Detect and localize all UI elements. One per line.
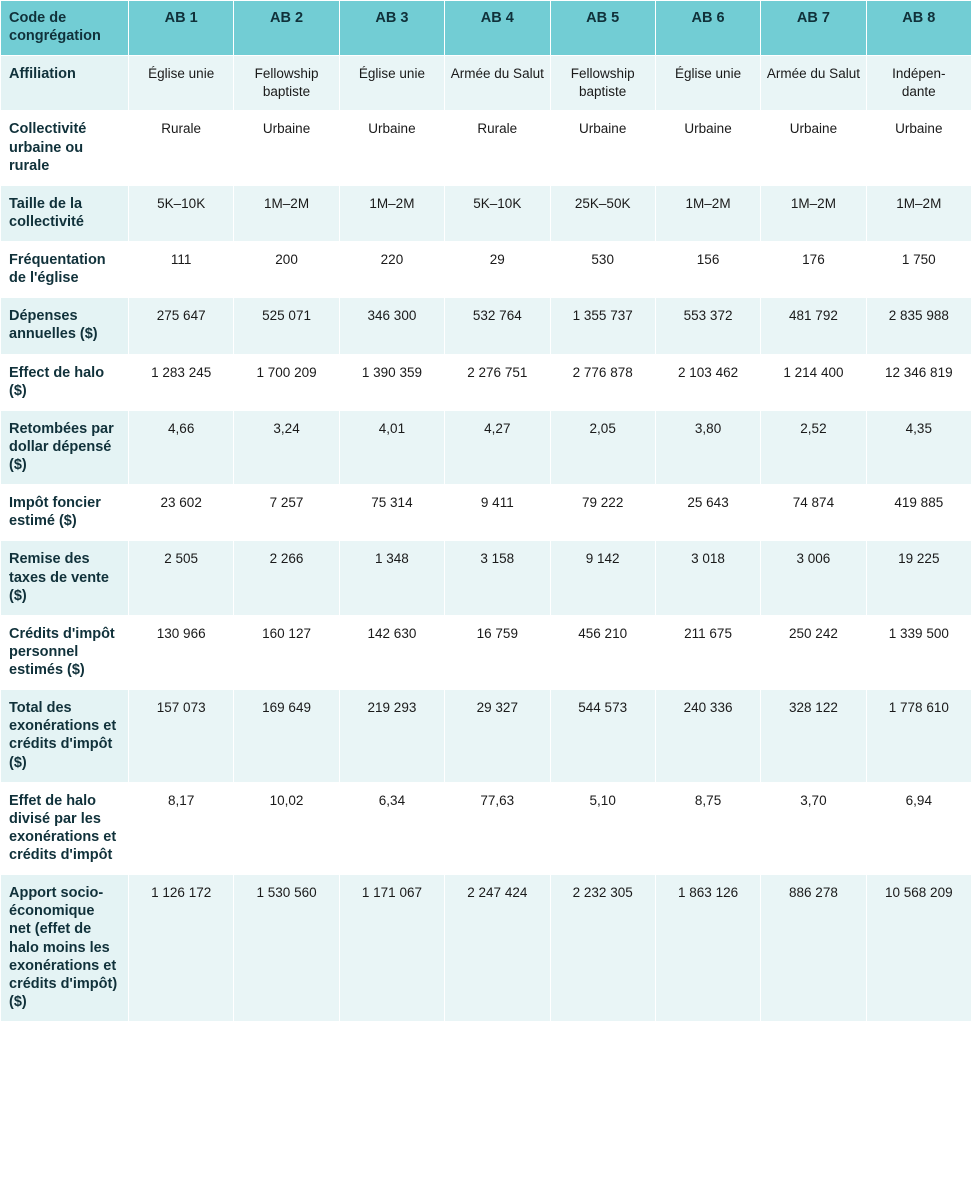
table-cell: 1 214 400 — [761, 354, 866, 410]
table-cell: 3 158 — [445, 541, 550, 615]
table-cell: 1 126 172 — [129, 875, 234, 1022]
table-cell: 219 293 — [339, 690, 444, 783]
table-cell: 1 863 126 — [655, 875, 760, 1022]
table-row — [1, 615, 971, 689]
table-cell: 1M–2M — [761, 185, 866, 241]
table-cell: 481 792 — [761, 298, 866, 354]
table-cell: Église unie — [339, 56, 444, 111]
table-cell: Urbaine — [234, 111, 339, 185]
table-cell: 3 006 — [761, 541, 866, 615]
table-cell: 3,80 — [655, 410, 760, 484]
table-cell: 1 348 — [339, 541, 444, 615]
table-cell: 29 327 — [445, 690, 550, 783]
table-cell: 2 505 — [129, 541, 234, 615]
table-cell: 4,66 — [129, 410, 234, 484]
table-cell: 553 372 — [655, 298, 760, 354]
table-cell: 2 266 — [234, 541, 339, 615]
table-cell: Fellowship baptiste — [550, 56, 655, 111]
row-label: Effet de halo divisé par les exonérations et crédits d'impôt — [1, 782, 129, 875]
table-cell: 25K–50K — [550, 185, 655, 241]
row-label: Apport socio-économique net (effet de halo moins les exonérations et crédits d'impôt) ($) — [1, 875, 129, 1022]
table-cell: 6,34 — [339, 782, 444, 875]
row-label: Remise des taxes de vente ($) — [1, 541, 129, 615]
table-cell: 5K–10K — [129, 185, 234, 241]
row-label: Impôt foncier estimé ($) — [1, 485, 129, 541]
table-row — [1, 242, 971, 298]
column-header-2: AB 2 — [234, 1, 339, 56]
table-row — [1, 485, 971, 541]
row-label: Crédits d'impôt personnel estimés ($) — [1, 615, 129, 689]
table-cell: 3,70 — [761, 782, 866, 875]
table-cell: 5,10 — [550, 782, 655, 875]
table-cell: 1 750 — [866, 242, 971, 298]
table-cell: 10,02 — [234, 782, 339, 875]
table-cell: Urbaine — [761, 111, 866, 185]
table-row — [1, 298, 971, 354]
table-cell: 9 142 — [550, 541, 655, 615]
table-cell: 19 225 — [866, 541, 971, 615]
table-cell: 2 247 424 — [445, 875, 550, 1022]
table-cell: 16 759 — [445, 615, 550, 689]
table-cell: 9 411 — [445, 485, 550, 541]
row-label: Affiliation — [1, 56, 129, 111]
table-cell: 530 — [550, 242, 655, 298]
table-cell: 1M–2M — [866, 185, 971, 241]
table-cell: Fellowship baptiste — [234, 56, 339, 111]
table-cell: 1 283 245 — [129, 354, 234, 410]
table-cell: Rurale — [445, 111, 550, 185]
table-cell: 157 073 — [129, 690, 234, 783]
table-row — [1, 541, 971, 615]
table-cell: 12 346 819 — [866, 354, 971, 410]
table-cell: Rurale — [129, 111, 234, 185]
column-header-1: AB 1 — [129, 1, 234, 56]
table-header-row — [1, 1, 971, 56]
header-label-cell: Code de congrégation — [1, 1, 129, 56]
table-cell: 886 278 — [761, 875, 866, 1022]
table-row — [1, 111, 971, 185]
table-cell: 2 776 878 — [550, 354, 655, 410]
table-cell: 220 — [339, 242, 444, 298]
table-row — [1, 354, 971, 410]
table-cell: Urbaine — [550, 111, 655, 185]
table-cell: 4,27 — [445, 410, 550, 484]
table-cell: 4,01 — [339, 410, 444, 484]
table-cell: 23 602 — [129, 485, 234, 541]
table-cell: Urbaine — [655, 111, 760, 185]
table-cell: 10 568 209 — [866, 875, 971, 1022]
table-cell: 275 647 — [129, 298, 234, 354]
table-row — [1, 185, 971, 241]
table-cell: 1 339 500 — [866, 615, 971, 689]
table-cell: 240 336 — [655, 690, 760, 783]
table-cell: 4,35 — [866, 410, 971, 484]
table-cell: 130 966 — [129, 615, 234, 689]
table-cell: 1 530 560 — [234, 875, 339, 1022]
table-cell: 1 390 359 — [339, 354, 444, 410]
table-cell: 75 314 — [339, 485, 444, 541]
table-cell: 77,63 — [445, 782, 550, 875]
table-cell: Indépen- dante — [866, 56, 971, 111]
table-cell: 525 071 — [234, 298, 339, 354]
table-body — [1, 56, 971, 1022]
table-cell: 8,75 — [655, 782, 760, 875]
table-cell: 532 764 — [445, 298, 550, 354]
table-cell: 169 649 — [234, 690, 339, 783]
table-cell: 2,52 — [761, 410, 866, 484]
table-cell: 1M–2M — [339, 185, 444, 241]
table-cell: 456 210 — [550, 615, 655, 689]
row-label: Retombées par dollar dépensé ($) — [1, 410, 129, 484]
table-cell: 2 103 462 — [655, 354, 760, 410]
table-cell: Urbaine — [339, 111, 444, 185]
table-cell: 6,94 — [866, 782, 971, 875]
table-cell: 111 — [129, 242, 234, 298]
column-header-5: AB 5 — [550, 1, 655, 56]
table-row — [1, 782, 971, 875]
table-cell: Église unie — [129, 56, 234, 111]
table-cell: 346 300 — [339, 298, 444, 354]
column-header-6: AB 6 — [655, 1, 760, 56]
table-cell: 29 — [445, 242, 550, 298]
table-cell: 544 573 — [550, 690, 655, 783]
table-cell: 419 885 — [866, 485, 971, 541]
table-cell: 2 276 751 — [445, 354, 550, 410]
table-cell: Église unie — [655, 56, 760, 111]
column-header-3: AB 3 — [339, 1, 444, 56]
table-cell: 160 127 — [234, 615, 339, 689]
column-header-8: AB 8 — [866, 1, 971, 56]
table-cell: 200 — [234, 242, 339, 298]
table-cell: 1 355 737 — [550, 298, 655, 354]
table-cell: 250 242 — [761, 615, 866, 689]
table-cell: 1 171 067 — [339, 875, 444, 1022]
table-cell: 25 643 — [655, 485, 760, 541]
table-row — [1, 410, 971, 484]
table-row — [1, 56, 971, 111]
table-cell: 3 018 — [655, 541, 760, 615]
table-cell: 1M–2M — [655, 185, 760, 241]
table-cell: 328 122 — [761, 690, 866, 783]
row-label: Total des exonérations et crédits d'impôt ($) — [1, 690, 129, 783]
row-label: Effect de halo ($) — [1, 354, 129, 410]
table-cell: 156 — [655, 242, 760, 298]
table-cell: 79 222 — [550, 485, 655, 541]
table-cell: 176 — [761, 242, 866, 298]
row-label: Taille de la collectivité — [1, 185, 129, 241]
table-cell: 1M–2M — [234, 185, 339, 241]
table-cell: 74 874 — [761, 485, 866, 541]
table-cell: 211 675 — [655, 615, 760, 689]
table-header — [1, 1, 971, 56]
row-label: Collectivité urbaine ou rurale — [1, 111, 129, 185]
table-cell: 3,24 — [234, 410, 339, 484]
table-cell: 7 257 — [234, 485, 339, 541]
table-cell: 1 700 209 — [234, 354, 339, 410]
table-cell: Urbaine — [866, 111, 971, 185]
row-label: Fréquentation de l'église — [1, 242, 129, 298]
table-cell: 1 778 610 — [866, 690, 971, 783]
table-cell: 2,05 — [550, 410, 655, 484]
table-cell: 8,17 — [129, 782, 234, 875]
table-cell: 142 630 — [339, 615, 444, 689]
table-cell: 2 232 305 — [550, 875, 655, 1022]
column-header-7: AB 7 — [761, 1, 866, 56]
column-header-4: AB 4 — [445, 1, 550, 56]
table-row — [1, 690, 971, 783]
table-cell: Armée du Salut — [761, 56, 866, 111]
row-label: Dépenses annuelles ($) — [1, 298, 129, 354]
table-cell: Armée du Salut — [445, 56, 550, 111]
table-cell: 5K–10K — [445, 185, 550, 241]
table-cell: 2 835 988 — [866, 298, 971, 354]
table-row — [1, 875, 971, 1022]
